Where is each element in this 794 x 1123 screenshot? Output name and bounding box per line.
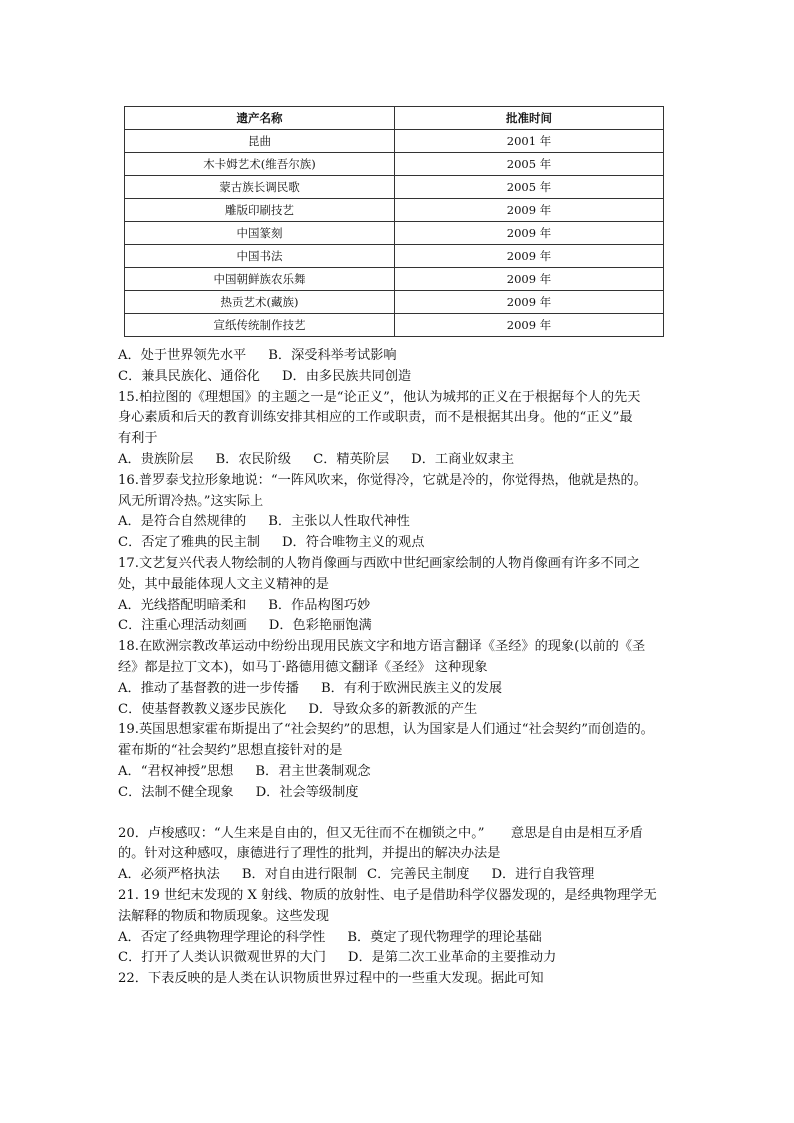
table-row [125,245,664,268]
q17-option-b: B．作品构图巧妙 [268,597,371,613]
q14-option-d: D．由多民族共同创造 [281,368,412,384]
header-date: 批准时间 [395,107,664,130]
q17-option-d: D．色彩艳丽饱满 [268,618,372,634]
heritage-name: 中国书法 [125,245,395,268]
q20-option-b: B．对自由进行限制 [241,867,358,883]
q22-stem-line1: 22．下表反映的是人类在认识物质世界过程中的一些重大发现。据此可知 [118,971,544,987]
approval-date: 2009 年 [395,245,664,268]
q14-option-c: C．兼具民族化、通俗化 [118,368,260,384]
q19-option-d: D．社会等级制度 [255,784,359,800]
q19-option-a: A．“君权神授”思想 [118,763,234,779]
q18-option-c: C．使基督教教义逐步民族化 [118,701,287,717]
q18-option-b: B．有利于欧洲民族主义的发展 [320,680,503,696]
q19-options-row2 [118,783,688,804]
q18-option-a: A．推动了基督教的进一步传播 [118,680,299,696]
q20-option-d: D．进行自我管理 [491,867,595,883]
q15-option-c: C．精英阶层 [313,451,390,467]
q16-options-row2 [118,533,688,554]
q21-option-b: B．奠定了现代物理学的理论基础 [347,929,542,945]
q21-stem-line2: 法解释的物质和物质现象。这些发现 [118,908,329,924]
q18-stem-line2: 经》都是拉丁文本)，如马丁·路德用德文翻译《圣经》 这种现象 [118,659,488,675]
q16-stem-line2: 风无所谓冷热。”这实际上 [118,493,264,509]
q18-options-row2 [118,700,688,721]
q16-option-d: D．符合唯物主义的观点 [281,535,425,551]
q19-stem-line1: 19.英国思想家霍布斯提出了“社会契约”的思想，认为国家是人们通过“社会契约”而创造的。 [118,722,654,738]
q20-options [118,865,688,886]
q17-options-row1 [118,596,688,617]
q16-option-b: B．主张以人性取代神性 [268,514,410,530]
q20-stem-line2: 的。针对这种感叹，康德进行了理性的批判，并提出的解决办法是 [118,846,501,862]
q15-option-a: A．贵族阶层 [118,451,194,467]
q21-options-row1 [118,928,688,949]
table-row [125,314,664,337]
spacer [118,804,688,824]
heritage-table [124,106,664,337]
header-name: 遗产名称 [125,107,395,130]
heritage-name: 热贡艺术(藏族) [125,291,395,314]
approval-date: 2009 年 [395,199,664,222]
heritage-name: 中国篆刻 [125,222,395,245]
approval-date: 2009 年 [395,222,664,245]
q19-option-c: C．法制不健全现象 [118,784,234,800]
q15-stem-line2: 身心素质和后天的教育训练安排其相应的工作或职责，而不是根据其出身。他的“正义”最 [118,410,633,426]
q15-option-b: B．农民阶级 [215,451,292,467]
q18-stem-line1: 18.在欧洲宗教改革运动中纷纷出现用民族文字和地方语言翻译《圣经》的现象(以前的《圣 [118,639,646,655]
heritage-name: 昆曲 [125,130,395,153]
q15-stem-line3: 有利于 [118,431,158,447]
q14-option-a: A．处于世界领先水平 [118,348,247,363]
heritage-name: 雕版印刷技艺 [125,199,395,222]
table-row [125,153,664,176]
q16-option-a: A．是符合自然规律的 [118,514,247,530]
q21-options-row2 [118,948,688,969]
q20-option-c: C．完善民主制度 [367,867,470,883]
q20-option-a: A．必须严格执法 [118,867,220,883]
q14-options-row1 [118,346,688,367]
q20-stem-line1: 20．卢梭感叹：“人生来是自由的，但又无往而不在枷锁之中。” 意思是自由是相互矛盾 [118,825,643,841]
q19-stem-line2: 霍布斯的“社会契约”思想直接针对的是 [118,743,343,759]
q15-option-d: D．工商业奴隶主 [411,451,515,467]
q14-options-row2 [118,367,688,388]
q17-stem-line1: 17.文艺复兴代表人物绘制的人物肖像画与西欧中世纪画家绘制的人物肖像画有许多不同之 [118,555,641,571]
q17-option-a: A．光线搭配明暗柔和 [118,597,247,613]
q17-stem-line2: 处，其中最能体现人文主义精神的是 [118,576,329,592]
q16-option-c: C．否定了雅典的民主制 [118,535,260,551]
q21-option-c: C．打开了人类认识微观世界的大门 [118,950,326,966]
q21-option-d: D．是第二次工业革命的主要推动力 [347,950,557,966]
q16-options-row1 [118,512,688,533]
table-row [125,130,664,153]
table-row [125,222,664,245]
approval-date: 2005 年 [395,153,664,176]
heritage-name: 中国朝鲜族农乐舞 [125,268,395,291]
table-row [125,199,664,222]
heritage-name: 宣纸传统制作技艺 [125,314,395,337]
q21-option-a: A．否定了经典物理学理论的科学性 [118,929,326,945]
exam-questions [118,346,688,990]
table-header-row [125,107,664,130]
q18-option-d: D．导致众多的新教派的产生 [308,701,478,717]
approval-date: 2009 年 [395,314,664,337]
table-row [125,176,664,199]
approval-date: 2009 年 [395,268,664,291]
approval-date: 2001 年 [395,130,664,153]
q14-option-b: B．深受科举考试影响 [268,348,397,363]
q15-options [118,450,688,471]
heritage-name: 蒙古族长调民歌 [125,176,395,199]
q18-options-row1 [118,679,688,700]
heritage-name: 木卡姆艺术(维吾尔族) [125,153,395,176]
table-row [125,268,664,291]
approval-date: 2009 年 [395,291,664,314]
q19-options-row1 [118,762,688,783]
q16-stem-line1: 16.普罗泰戈拉形象地说：“一阵风吹来，你觉得冷，它就是冷的，你觉得热，他就是热的。 [118,472,647,488]
q15-stem-line1: 15.柏拉图的《理想国》的主题之一是“论正义”，他认为城邦的正义在于根据每个人的先天 [118,389,641,405]
q17-options-row2 [118,616,688,637]
approval-date: 2005 年 [395,176,664,199]
q21-stem-line1: 21. 19 世纪末发现的 X 射线、物质的放射性、电子是借助科学仪器发现的，是经典物理学无 [118,887,657,903]
q17-option-c: C．注重心理活动刻画 [118,618,247,634]
table-row [125,291,664,314]
q19-option-b: B．君主世袭制观念 [255,763,371,779]
